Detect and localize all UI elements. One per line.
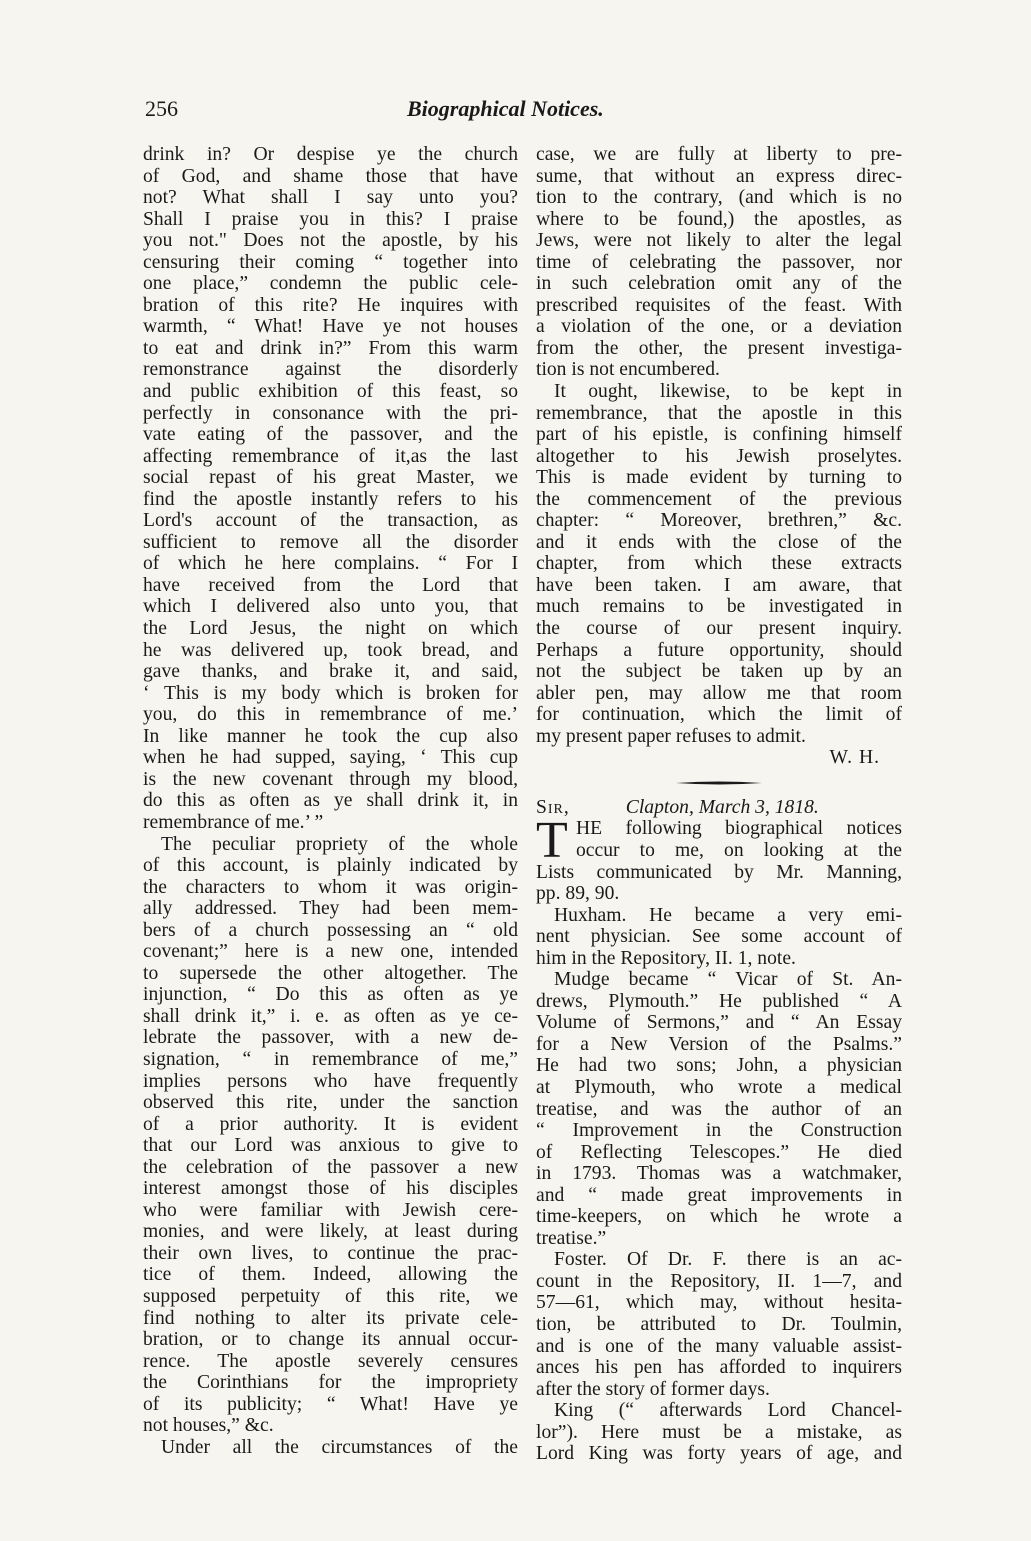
text-line: the characters to whom it was origin- bbox=[143, 876, 518, 898]
text-line: Perhaps a future opportunity, should bbox=[536, 639, 902, 661]
text-line: part of his epistle, is confining himself bbox=[536, 424, 902, 446]
text-line: of Reflecting Telescopes.” He died bbox=[536, 1141, 902, 1163]
text-line: you, do this in remembrance of me.’ bbox=[143, 704, 518, 726]
text-line: Under all the circumstances of the bbox=[161, 1436, 518, 1458]
text-line: tion to the contrary, (and which is no bbox=[536, 187, 902, 209]
text-line: a violation of the one, or a deviation bbox=[536, 316, 902, 338]
text-line: He had two sons; John, a physician bbox=[536, 1055, 902, 1077]
text-line: sume, that without an express direc- bbox=[536, 165, 902, 187]
text-line: remembrance, that the apostle in this bbox=[536, 402, 902, 424]
text-line: and “ made great improvements in bbox=[536, 1184, 902, 1206]
text-line: not? What shall I say unto you? bbox=[143, 187, 518, 209]
text-line: to supersede the other altogether. The bbox=[143, 962, 518, 984]
text-line: that our Lord was anxious to give to bbox=[143, 1135, 518, 1157]
text-line: not the subject be taken up by an bbox=[536, 661, 902, 683]
text-line: gave thanks, and brake it, and said, bbox=[143, 661, 518, 683]
text-line: the commencement of the previous bbox=[536, 488, 902, 510]
text-line: implies persons who have frequently bbox=[143, 1070, 518, 1092]
text-line: of this account, is plainly indicated by bbox=[143, 855, 518, 877]
text-line: have received from the Lord that bbox=[143, 574, 518, 596]
text-line: time-keepers, on which he wrote a bbox=[536, 1206, 902, 1228]
text-line: tion is not encumbered. bbox=[536, 359, 720, 381]
text-line: nent physician. See some account of bbox=[536, 926, 902, 948]
text-line: It ought, likewise, to be kept in bbox=[554, 381, 902, 403]
text-line: is the new covenant through my blood, bbox=[143, 768, 518, 790]
text-line: from the other, the present investiga- bbox=[536, 337, 902, 359]
text-line: Shall I praise you in this? I praise bbox=[143, 208, 518, 230]
text-line: drews, Plymouth.” He published “ A bbox=[536, 990, 902, 1012]
text-line: injunction, “ Do this as often as ye bbox=[143, 984, 518, 1006]
text-line: signation, “ in remembrance of me,” bbox=[143, 1048, 518, 1070]
text-line: have been taken. I am aware, that bbox=[536, 574, 902, 596]
text-line: pp. 89, 90. bbox=[536, 883, 620, 905]
right-column-part-b bbox=[536, 812, 902, 1465]
text-line: remonstrance against the disorderly bbox=[143, 359, 518, 381]
signature: W. H. bbox=[829, 747, 880, 769]
text-line: interest amongst those of his disciples bbox=[143, 1178, 518, 1200]
place-date: Clapton, March 3, 1818. bbox=[625, 796, 819, 818]
text-line: rence. The apostle severely censures bbox=[143, 1350, 518, 1372]
text-line: ‘ This is my body which is broken for bbox=[143, 682, 518, 704]
text-line: at Plymouth, who wrote a medical bbox=[536, 1076, 902, 1098]
text-line: when he had supped, saying, ‘ This cup bbox=[143, 747, 518, 769]
text-line: HE following biographical notices bbox=[576, 818, 902, 840]
text-line: Jews, were not likely to alter the legal bbox=[536, 230, 902, 252]
text-line: who were familiar with Jewish cere- bbox=[143, 1199, 518, 1221]
text-line: for a New Version of the Psalms.” bbox=[536, 1033, 902, 1055]
letter-dateline bbox=[536, 797, 902, 819]
text-line: not houses,” &c. bbox=[143, 1415, 274, 1437]
right-column bbox=[536, 144, 902, 1465]
text-line: covenant;” here is a new one, intended bbox=[143, 941, 518, 963]
text-line: do this as often as ye shall drink it, in bbox=[143, 790, 518, 812]
salutation: Sir, bbox=[536, 796, 570, 818]
text-line: ances his pen has afforded to inquirers bbox=[536, 1357, 902, 1379]
text-line: and public exhibition of this feast, so bbox=[143, 381, 518, 403]
text-line: him in the Repository, II. 1, note. bbox=[536, 947, 796, 969]
text-line: in such celebration omit any of the bbox=[536, 273, 902, 295]
drop-cap: T bbox=[536, 812, 568, 870]
section-divider bbox=[536, 769, 902, 797]
text-line: 57—61, which may, without hesita- bbox=[536, 1292, 902, 1314]
text-line: the Corinthians for the impropriety bbox=[143, 1372, 518, 1394]
text-line: lebrate the passover, with a new de- bbox=[143, 1027, 518, 1049]
text-line: abler pen, may allow me that room bbox=[536, 682, 902, 704]
text-line: of which he here complains. “ For I bbox=[143, 553, 518, 575]
text-line: perfectly in consonance with the pri- bbox=[143, 402, 518, 424]
text-line: bration of this rite? He inquires with bbox=[143, 294, 518, 316]
text-line: treatise.” bbox=[536, 1227, 607, 1249]
letter-body bbox=[536, 812, 902, 1465]
text-line: which I delivered also unto you, that bbox=[143, 596, 518, 618]
text-line: In like manner he took the cup also bbox=[143, 725, 518, 747]
text-line: vate eating of the passover, and the bbox=[143, 424, 518, 446]
text-line: prescribed requisites of the feast. With bbox=[536, 294, 902, 316]
text-line: shall drink it,” i. e. as often as ye ce- bbox=[143, 1005, 518, 1027]
right-column-part-a bbox=[536, 144, 902, 747]
text-line: Volume of Sermons,” and “ An Essay bbox=[536, 1012, 902, 1034]
text-line: censuring their coming “ together into bbox=[143, 251, 518, 273]
text-line: find nothing to alter its private cele- bbox=[143, 1307, 518, 1329]
text-line: of its publicity; “ What! Have ye bbox=[143, 1393, 518, 1415]
text-line: affecting remembrance of it,as the last bbox=[143, 445, 518, 467]
text-line: he was delivered up, took bread, and bbox=[143, 639, 518, 661]
text-line: one place,” condemn the public cele- bbox=[143, 273, 518, 295]
text-line: ally addressed. They had been mem- bbox=[143, 898, 518, 920]
text-line: where to be found,) the apostles, as bbox=[536, 208, 902, 230]
page-number: 256 bbox=[145, 96, 178, 121]
text-line: Lord King was forty years of age, and bbox=[536, 1443, 902, 1465]
text-line: chapter, from which these extracts bbox=[536, 553, 902, 575]
page-header bbox=[145, 96, 905, 126]
text-line: treatise, and was the author of an bbox=[536, 1098, 902, 1120]
text-line: lor”). Here must be a mistake, as bbox=[536, 1421, 902, 1443]
text-line: their own lives, to continue the prac- bbox=[143, 1242, 518, 1264]
text-line: my present paper refuses to admit. bbox=[536, 725, 806, 747]
text-line: in 1793. Thomas was a watchmaker, bbox=[536, 1163, 902, 1185]
text-line: Huxham. He became a very emi- bbox=[554, 904, 902, 926]
text-line: bers of a church possessing an “ old bbox=[143, 919, 518, 941]
running-title: Biographical Notices. bbox=[407, 96, 604, 121]
text-line: find the apostle instantly refers to his bbox=[143, 488, 518, 510]
text-line: Mudge became “ Vicar of St. An- bbox=[554, 969, 902, 991]
text-line: supposed perpetuity of this rite, we bbox=[143, 1285, 518, 1307]
text-line: for continuation, which the limit of bbox=[536, 704, 902, 726]
text-line: to eat and drink in?” From this warm bbox=[143, 337, 518, 359]
left-column bbox=[143, 144, 518, 1458]
text-line: drink in? Or despise ye the church bbox=[143, 144, 518, 165]
text-line: and is one of the many valuable assist- bbox=[536, 1335, 902, 1357]
text-line: chapter: “ Moreover, brethren,” &c. bbox=[536, 510, 902, 532]
text-line: much remains to be investigated in bbox=[536, 596, 902, 618]
text-line: and it ends with the close of the bbox=[536, 531, 902, 553]
text-line: the course of our present inquiry. bbox=[536, 618, 902, 640]
text-line: social repast of his great Master, we bbox=[143, 467, 518, 489]
text-line: monies, and were likely, at least during bbox=[143, 1221, 518, 1243]
text-line: Lord's account of the transaction, as bbox=[143, 510, 518, 532]
text-line: bration, or to change its annual occur- bbox=[143, 1329, 518, 1351]
text-line: Lists communicated by Mr. Manning, bbox=[536, 861, 902, 883]
text-line: you not." Does not the apostle, by his bbox=[143, 230, 518, 252]
text-line: altogether to his Jewish proselytes. bbox=[536, 445, 902, 467]
text-line: The peculiar propriety of the whole bbox=[161, 833, 518, 855]
text-line: after the story of former days. bbox=[536, 1378, 770, 1400]
divider-rule bbox=[676, 781, 762, 785]
text-line: warmth, “ What! Have ye not houses bbox=[143, 316, 518, 338]
text-line: the Lord Jesus, the night on which bbox=[143, 618, 518, 640]
text-line: sufficient to remove all the disorder bbox=[143, 531, 518, 553]
text-line: tion, be attributed to Dr. Toulmin, bbox=[536, 1313, 902, 1335]
text-line: case, we are fully at liberty to pre- bbox=[536, 144, 902, 165]
text-line: Foster. Of Dr. F. there is an ac- bbox=[554, 1249, 902, 1271]
text-line: remembrance of me.’ ” bbox=[143, 811, 324, 833]
text-line: King (“ afterwards Lord Chancel- bbox=[554, 1400, 902, 1422]
text-line: time of celebrating the passover, nor bbox=[536, 251, 902, 273]
text-line: the celebration of the passover a new bbox=[143, 1156, 518, 1178]
text-line: of a prior authority. It is evident bbox=[143, 1113, 518, 1135]
text-line: “ Improvement in the Construction bbox=[536, 1120, 902, 1142]
text-line: This is made evident by turning to bbox=[536, 467, 902, 489]
text-line: observed this rite, under the sanction bbox=[143, 1092, 518, 1114]
text-line: tice of them. Indeed, allowing the bbox=[143, 1264, 518, 1286]
text-line: occur to me, on looking at the bbox=[576, 839, 902, 861]
text-line: count in the Repository, II. 1—7, and bbox=[536, 1270, 902, 1292]
text-line: of God, and shame those that have bbox=[143, 165, 518, 187]
